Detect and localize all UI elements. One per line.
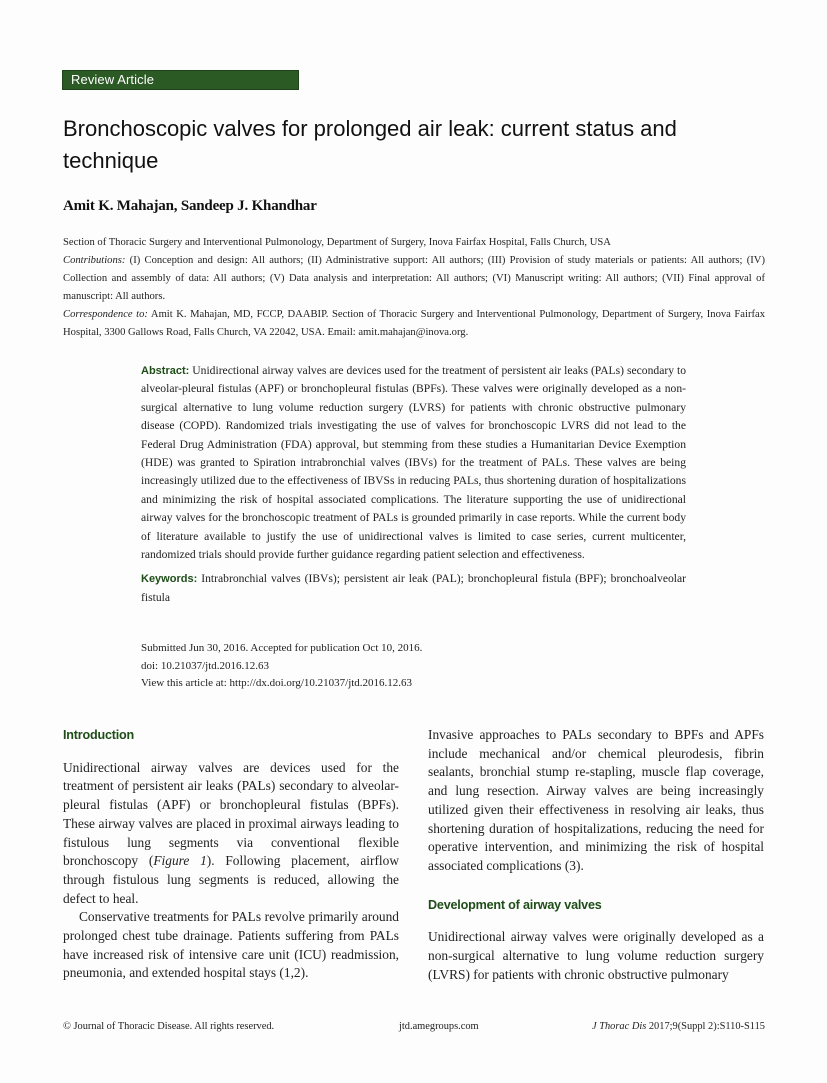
article-type-label: Review Article bbox=[71, 72, 155, 87]
citation bbox=[592, 1021, 765, 1032]
journal-abbrev: J Thorac Dis bbox=[592, 1021, 647, 1032]
paragraph: Invasive approaches to PALs secondary to BPFs and APFs include mechanical and/or chemical pleurodesis, fibrin sealants, bronchial stump re-stapling, muscle flap coverage, and lung resection. Airway valves are being increasingly utilized given their effectiveness in resolving air leaks, thus shortening duration of hospitalizations, reducing the need for operative intervention, and minimizing the risk of hospital associated complications (3). bbox=[428, 727, 764, 873]
keywords bbox=[141, 570, 686, 607]
correspondence bbox=[63, 306, 765, 342]
contributions-label: Contributions: bbox=[63, 255, 126, 266]
body-column-left bbox=[63, 726, 399, 983]
affiliation: Section of Thoracic Surgery and Interventional Pulmonology, Department of Surgery, Inova Fairfax Hospital, Falls Church, USA bbox=[63, 237, 611, 248]
abstract-label: Abstract: bbox=[141, 365, 190, 377]
article-title: Bronchoscopic valves for prolonged air leak: current status and technique bbox=[63, 116, 677, 173]
author-list: Amit K. Mahajan, Sandeep J. Khandhar bbox=[63, 198, 317, 214]
paragraph bbox=[63, 759, 399, 909]
doi: doi: 10.21037/jtd.2016.12.63 bbox=[141, 659, 270, 672]
body-column-right bbox=[428, 726, 764, 984]
correspondence-text: Amit K. Mahajan, MD, FCCP, DAABIP. Section of Thoracic Surgery and Interventional Pulmonology, Department of Surgery, Inova Fairfax Hospital, 3300 Gallows Road, Falls Church, VA 22042, USA. Email: amit.mahajan@inova.org. bbox=[63, 309, 766, 338]
paragraph: Conservative treatments for PALs revolve primarily around prolonged chest tube drainage. Patients suffering from PALs have increased risk of intensive care unit (ICU) readmission, pneumonia, and extended hospital stays (1,2). bbox=[63, 909, 399, 981]
submission-dates: Submitted Jun 30, 2016. Accepted for publication Oct 10, 2016. bbox=[141, 642, 423, 654]
abstract-text: Unidirectional airway valves are devices used for the treatment of persistent air leaks (PALs) secondary to alveolar-pleural fistulas (APF) or bronchopleural fistulas (BPFs). These valves were originally developed as a non-surgical alternative to lung volume reduction surgery (LVRS) for patients with chronic obstructive pulmonary disease (COPD). Randomized trials investigating the use of valves for bronchoscopic LVRS did not lead to the Federal Drug Administration (FDA) approval, but stemming from these studies a Humanitarian Device Exemption (HDE) was granted to Spiration intrabronchial valves (IBVs) for the treatment of PALs. These valves are being increasingly utilized due to the effectiveness of IBVSs in reducing PALs, thus shortening duration of hospitalizations and minimizing the risk of hospital associated complications. The literature supporting the use of unidirectional airway valves for the bronchoscopic treatment of PALs is grounded primarily in case reports. While the current body of literature available to justify the use of unidirectional valves is limited to case series, current multicenter, randomized trials should provide further guidance regarding patient selection and effectiveness. bbox=[141, 364, 686, 562]
journal-site[interactable]: jtd.amegroups.com bbox=[399, 1021, 479, 1032]
abstract-block bbox=[141, 362, 686, 607]
copyright: © Journal of Thoracic Disease. All rights reserved. bbox=[63, 1021, 275, 1032]
publication-meta bbox=[141, 640, 541, 693]
paragraph-text: Unidirectional airway valves are devices used for the treatment of persistent air leaks (PALs) secondary to alveolar-pleural fistulas (APF) or bronchopleural fistulas (BPFs). These airway valves are placed in proximal airways leading to fistulous lung segments via conventional flexible bronchoscopy ( bbox=[63, 759, 399, 869]
keywords-text: Intrabronchial valves (IBVs); persistent air leak (PAL); bronchopleural fistula (BPF); bronchoalveolar fistula bbox=[141, 572, 686, 604]
contributions-text: (I) Conception and design: All authors; (II) Administrative support: All authors; (III) Provision of study materials or patients: All authors; (IV) Collection and assembly of data: All authors; (V) Data analysis and interpretation: All authors; (VI) Manuscript writing: All authors; (VII) Final approval of manuscript: All authors. bbox=[63, 255, 765, 302]
paragraph-text: ). Following placement, airflow through fistulous lung segments is reduced, allowing the defect to heal. bbox=[63, 853, 399, 906]
section-heading-development: Development of airway valves bbox=[428, 897, 602, 912]
citation-text: 2017;9(Suppl 2):S110-S115 bbox=[646, 1021, 765, 1032]
article-link[interactable]: View this article at: http://dx.doi.org/10.21037/jtd.2016.12.63 bbox=[141, 677, 413, 689]
figure-reference[interactable]: Figure 1 bbox=[153, 853, 207, 869]
abstract bbox=[141, 362, 686, 564]
keywords-label: Keywords: bbox=[141, 573, 198, 586]
contributions bbox=[63, 252, 765, 306]
article-type-banner bbox=[62, 70, 299, 90]
paragraph: Unidirectional airway valves were originally developed as a non-surgical alternative to lung volume reduction surgery (LVRS) for patients with chronic obstructive pulmonary bbox=[428, 929, 764, 982]
section-heading-introduction: Introduction bbox=[63, 728, 135, 742]
affiliation-block bbox=[63, 234, 765, 342]
correspondence-label: Correspondence to: bbox=[63, 309, 148, 320]
page-footer bbox=[63, 1021, 765, 1037]
